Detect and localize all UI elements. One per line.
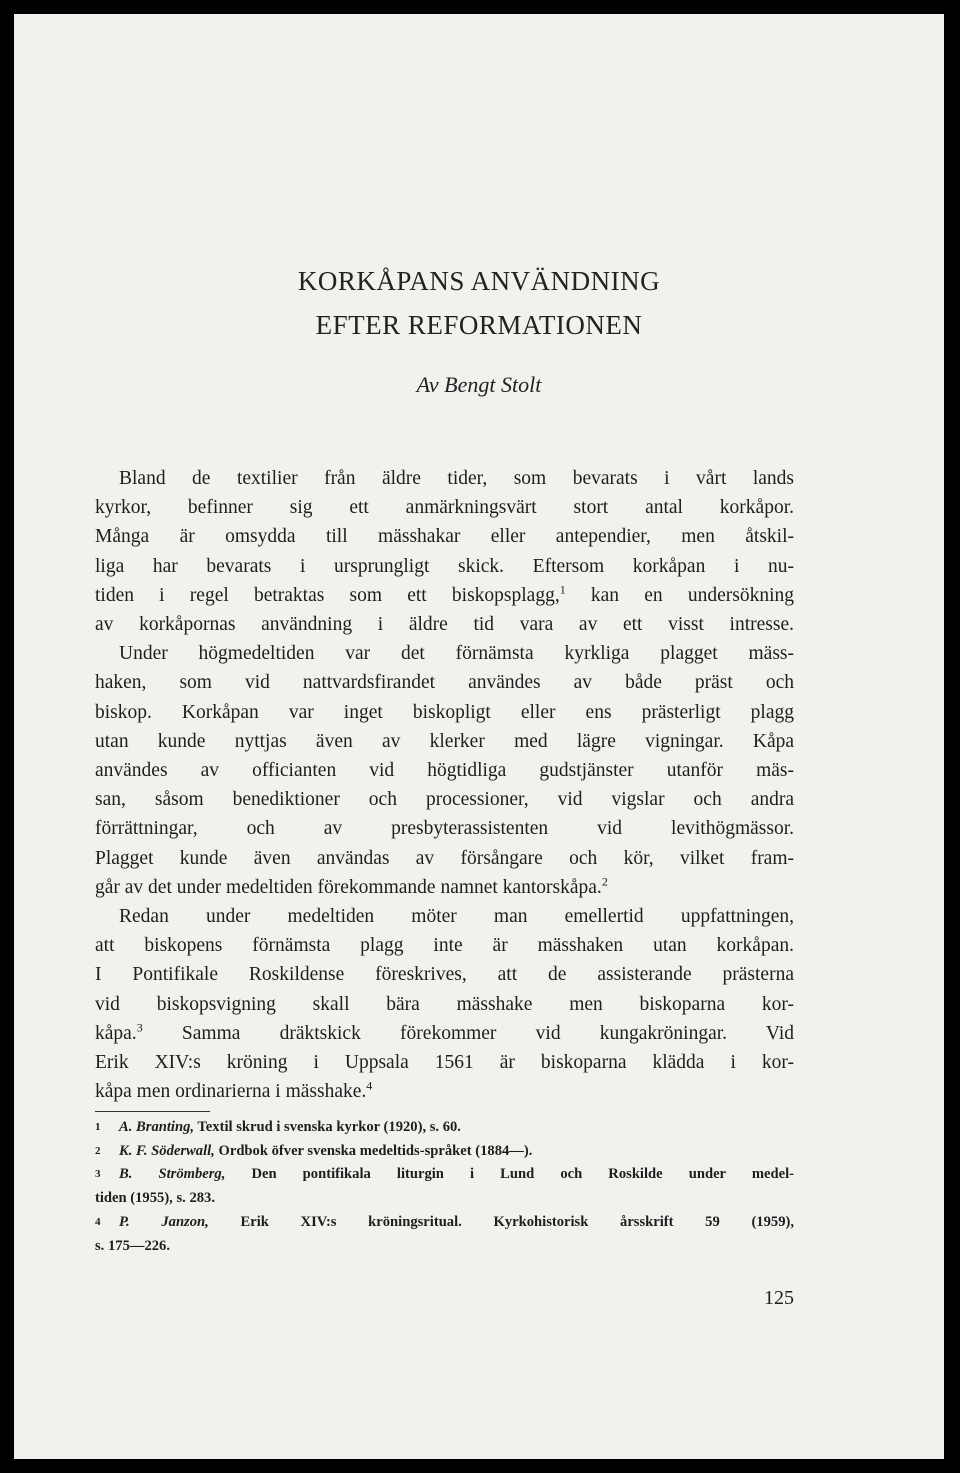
page-number: 125 <box>764 1287 794 1309</box>
body-line: Redan under medeltiden möter man emellertid uppfattningen, <box>119 906 794 928</box>
body-paragraphs <box>95 464 794 1106</box>
footnotes <box>95 1116 794 1258</box>
body-line: Under högmedeltiden var det förnämsta kyrkliga plagget mäss- <box>119 643 794 665</box>
body-line: av korkåpornas användning i äldre tid vara av ett visst intresse. <box>95 614 794 636</box>
footnote-reference: 3 <box>136 1020 143 1035</box>
footnote-text: Den pontifikala liturgin i Lund och Roskilde under medel- <box>225 1166 794 1183</box>
document-page <box>14 14 944 1459</box>
footnote-reference: 2 <box>601 874 608 889</box>
body-line: går av det under medeltiden förekommande namnet kantorskåpa.$^2$ <box>95 874 608 898</box>
footnote-text: Erik XIV:s kröningsritual. Kyrkohistorisk årsskrift 59 (1959), <box>208 1213 794 1230</box>
body-line: I Pontifikale Roskildense föreskrives, att de assisterande prästerna <box>95 964 794 986</box>
footnote-reference: 4 <box>366 1078 373 1093</box>
author-byline: Av Bengt Stolt <box>416 372 542 397</box>
footnote-marker: 1 <box>95 1121 101 1133</box>
body-line: tiden i regel betraktas som ett biskopsplagg,$^1$ kan en undersökning <box>95 582 794 606</box>
body-line: biskop. Korkåpan var inget biskopligt eller ens prästerligt plagg <box>95 701 794 723</box>
footnote-text: s. 175—226. <box>95 1237 170 1254</box>
footnote <box>95 1116 794 1140</box>
body-line: haken, som vid nattvardsfirandet användes av både präst och <box>95 672 794 694</box>
footnote-divider <box>95 1111 210 1112</box>
article-title-line-2: EFTER REFORMATIONEN <box>315 310 643 340</box>
footnote-author: P. Janzon, <box>119 1213 209 1230</box>
footnote-text: tiden (1955), s. 283. <box>95 1190 215 1207</box>
body-line: Erik XIV:s kröning i Uppsala 1561 är biskoparna klädda i kor- <box>95 1052 794 1074</box>
footnote <box>95 1140 794 1164</box>
footnote-continuation <box>95 1235 794 1259</box>
footnote-reference: 1 <box>559 582 566 597</box>
footnote <box>95 1163 794 1187</box>
footnote-author: K. F. Söderwall, <box>119 1142 215 1159</box>
body-line: vid biskopsvigning skall bära mässhake men biskoparna kor- <box>95 993 794 1015</box>
body-line: kyrkor, befinner sig ett anmärkningsvärt stort antal korkåpor. <box>95 497 794 519</box>
footnote-marker: 2 <box>95 1144 101 1157</box>
body-line: förrättningar, och av presbyterassistenten vid levithögmässor. <box>95 818 794 840</box>
body-line: Bland de textilier från äldre tider, som bevarats i vårt lands <box>119 468 794 489</box>
body-line: kåpa men ordinarierna i mässhake.$^4$ <box>95 1078 373 1103</box>
footnote-marker: 3 <box>95 1168 101 1181</box>
footnote-text: Textil skrud i svenska kyrkor (1920), s. 60. <box>194 1119 461 1135</box>
body-line: Många är omsydda till mässhakar eller antependier, men åtskil- <box>95 526 794 548</box>
footnote-continuation <box>95 1187 794 1211</box>
footnote-marker: 4 <box>95 1215 101 1228</box>
body-line: att biskopens förnämsta plagg inte är mässhaken utan korkåpan. <box>95 935 794 957</box>
body-line: liga har bevarats i ursprungligt skick. Eftersom korkåpan i nu- <box>95 555 794 577</box>
body-line: utan kunde nyttjas även av klerker med lägre vigningar. Kåpa <box>95 730 794 752</box>
body-line: san, såsom benediktioner och processioner, vid vigslar och andra <box>95 789 794 811</box>
footnote-text: Ordbok öfver svenska medeltids-språket (1884—). <box>214 1142 533 1159</box>
footnote-author: A. Branting, <box>119 1119 195 1135</box>
body-line: kåpa.$^3$ Samma dräktskick förekommer vid kungakröningar. Vid <box>95 1020 794 1044</box>
body-line: användes av officianten vid högtidliga gudstjänster utanför mäs- <box>95 760 794 782</box>
footnote-author: B. Strömberg, <box>119 1166 226 1183</box>
body-line: Plagget kunde även användas av försångare och kör, vilket fram- <box>95 847 794 869</box>
article-title-line-1: KORKÅPANS ANVÄNDNING <box>297 266 661 296</box>
footnote <box>95 1211 794 1235</box>
